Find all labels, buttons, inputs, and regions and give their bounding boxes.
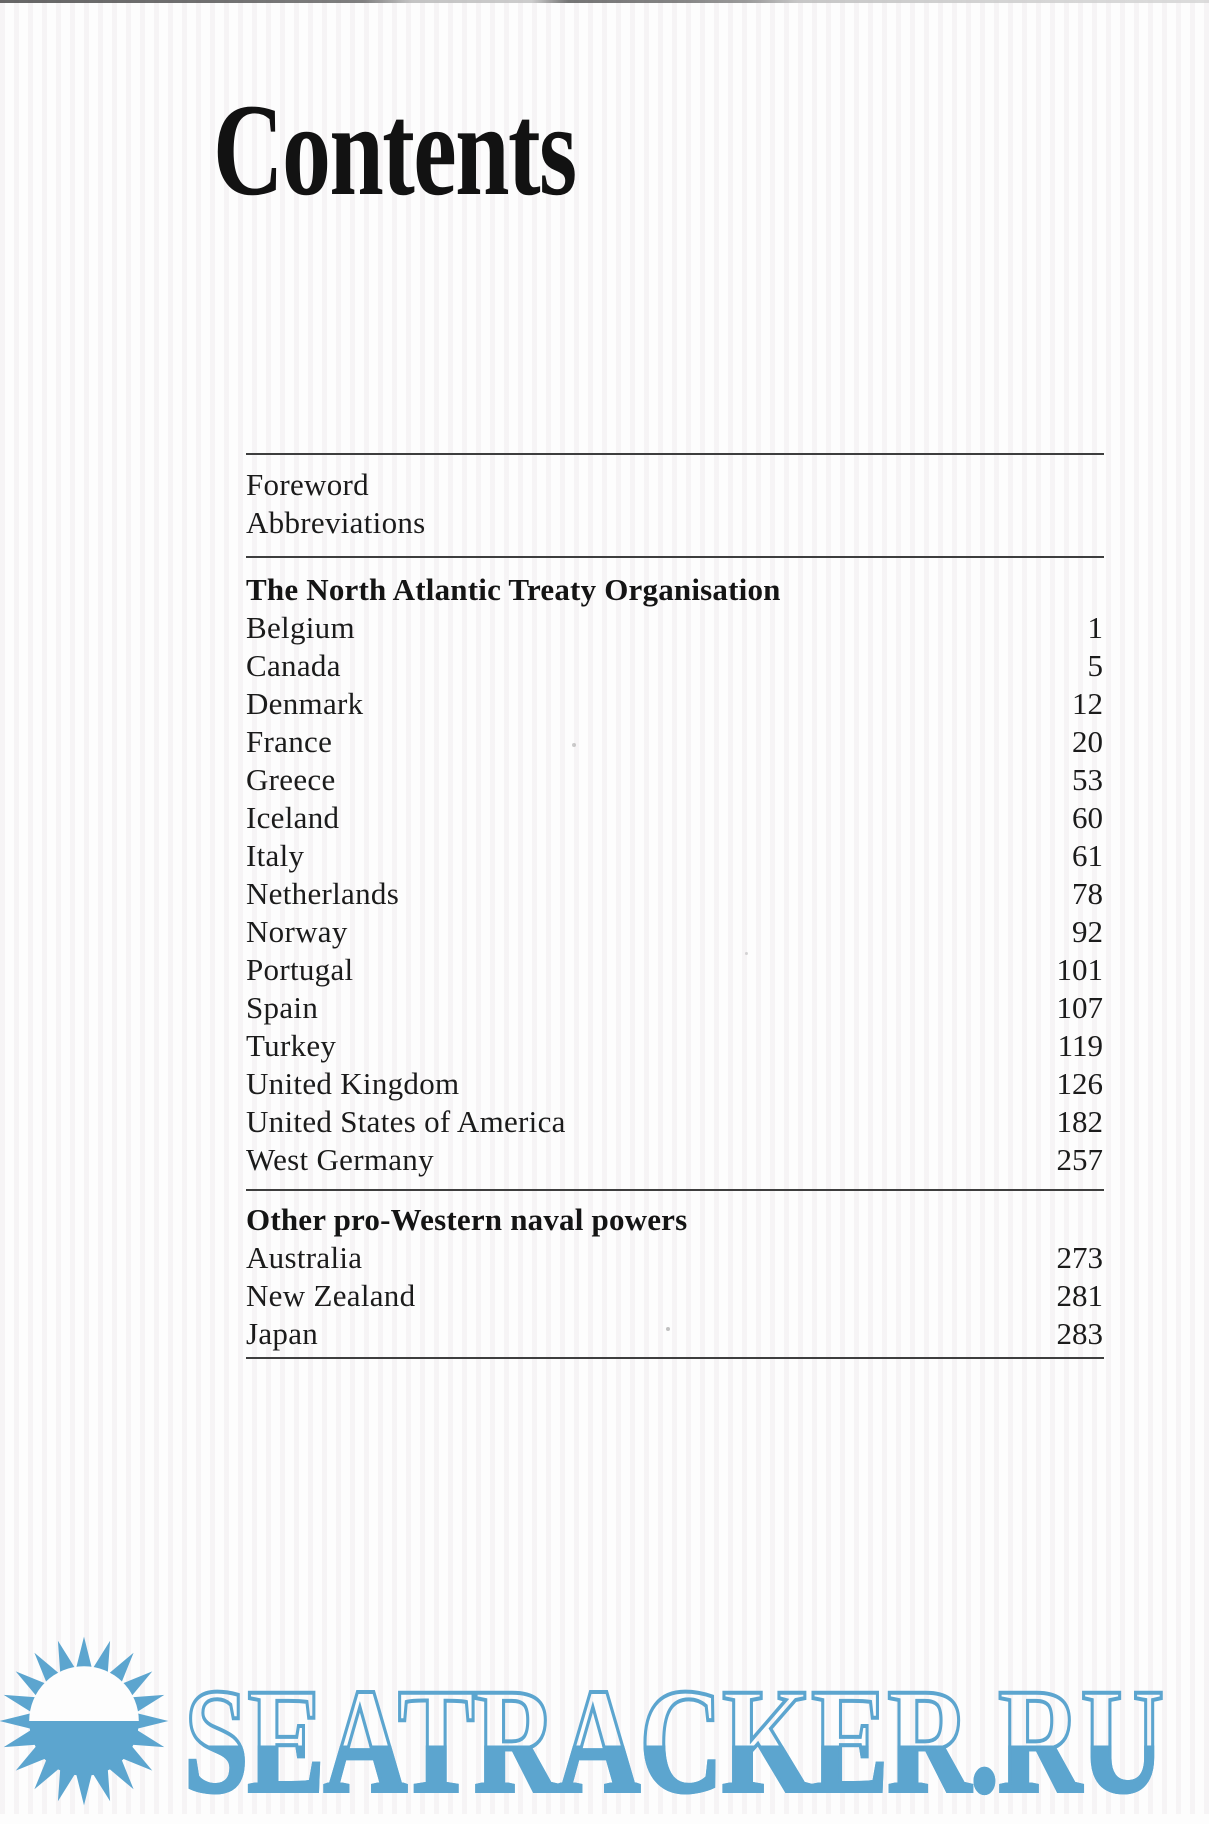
divider-rule-front-matter: [246, 556, 1104, 558]
toc-entry-label: Canada: [246, 648, 341, 683]
toc-entry-page-number: 1: [1087, 610, 1103, 645]
toc-entry: [246, 1065, 1103, 1103]
divider-rule-nato: [246, 1189, 1104, 1191]
toc-entry-page-number: 53: [1072, 762, 1103, 797]
toc-entry: [246, 1141, 1103, 1179]
toc-entry-page-number: 12: [1072, 686, 1103, 721]
toc-entry-label: Netherlands: [246, 876, 400, 911]
toc-entry: [246, 989, 1103, 1027]
toc-section-other-powers: [246, 1201, 1103, 1353]
toc-entry-page-number: 61: [1072, 838, 1103, 873]
section-heading: Other pro-Western naval powers: [246, 1202, 688, 1237]
toc-section-nato: [246, 571, 1103, 1179]
toc-entry-label: Spain: [246, 990, 319, 1025]
toc-entry: [246, 685, 1103, 723]
toc-entry-page-number: 78: [1072, 876, 1103, 911]
toc-entry: [246, 913, 1103, 951]
toc-entry-page-number: 119: [1057, 1028, 1103, 1063]
toc-entry-page-number: 281: [1056, 1278, 1103, 1313]
toc-entry: [246, 837, 1103, 875]
toc-entry-page-number: 20: [1072, 724, 1103, 759]
toc-entry: [246, 723, 1103, 761]
divider-rule-top: [246, 453, 1104, 455]
toc-entry-label: United Kingdom: [246, 1066, 460, 1101]
toc-entry: [246, 466, 1103, 504]
sun-icon: [0, 1634, 171, 1808]
scan-speck: [745, 952, 748, 955]
toc-entry: [246, 761, 1103, 799]
toc-entry: [246, 1103, 1103, 1141]
toc-entry-label: United States of America: [246, 1104, 566, 1139]
toc-entry-label: France: [246, 724, 333, 759]
toc-entry: [246, 799, 1103, 837]
toc-entry: [246, 875, 1103, 913]
toc-entry-label: Denmark: [246, 686, 364, 721]
toc-entry-label: Abbreviations: [246, 505, 426, 540]
toc-entry: [246, 1239, 1103, 1277]
toc-entry-label: New Zealand: [246, 1278, 416, 1313]
toc-entry-page-number: 92: [1072, 914, 1103, 949]
toc-entry: [246, 951, 1103, 989]
toc-entry-page-number: 101: [1056, 952, 1103, 987]
toc-entry: [246, 609, 1103, 647]
front-matter-list: [246, 466, 1103, 542]
toc-entry-page-number: 273: [1056, 1240, 1103, 1275]
scan-speck: [572, 743, 576, 747]
toc-entry: [246, 504, 1103, 542]
toc-entry-page-number: 182: [1056, 1104, 1103, 1139]
scan-speck: [666, 1327, 670, 1331]
toc-entry-label: Greece: [246, 762, 336, 797]
toc-entry-label: Foreword: [246, 467, 369, 502]
toc-entry-label: Belgium: [246, 610, 355, 645]
scan-artifact-top-edge: [0, 0, 1209, 3]
toc-entry-page-number: 5: [1087, 648, 1103, 683]
toc-entry: [246, 1027, 1103, 1065]
toc-entry-label: Norway: [246, 914, 348, 949]
toc-entry: [246, 1315, 1103, 1353]
toc-entry-label: Australia: [246, 1240, 363, 1275]
section-heading: The North Atlantic Treaty Organisation: [246, 572, 781, 607]
toc-entry-page-number: 283: [1056, 1316, 1103, 1351]
toc-entry-label: Portugal: [246, 952, 354, 987]
toc-entry: [246, 647, 1103, 685]
page-title: Contents: [213, 76, 576, 223]
toc-entry-label: Turkey: [246, 1028, 337, 1063]
toc-entry-page-number: 126: [1056, 1066, 1103, 1101]
toc-entry-page-number: 107: [1056, 990, 1103, 1025]
toc-entry-label: Japan: [246, 1316, 319, 1351]
toc-entry: [246, 1277, 1103, 1315]
toc-entry-page-number: 60: [1072, 800, 1103, 835]
toc-entry-page-number: 257: [1056, 1142, 1103, 1177]
toc-entry-label: Italy: [246, 838, 305, 873]
toc-entry-label: Iceland: [246, 800, 340, 835]
divider-rule-bottom: [246, 1357, 1104, 1359]
toc-entry-label: West Germany: [246, 1142, 434, 1177]
watermark-text: SEATRACKER.RU: [184, 1658, 1164, 1824]
